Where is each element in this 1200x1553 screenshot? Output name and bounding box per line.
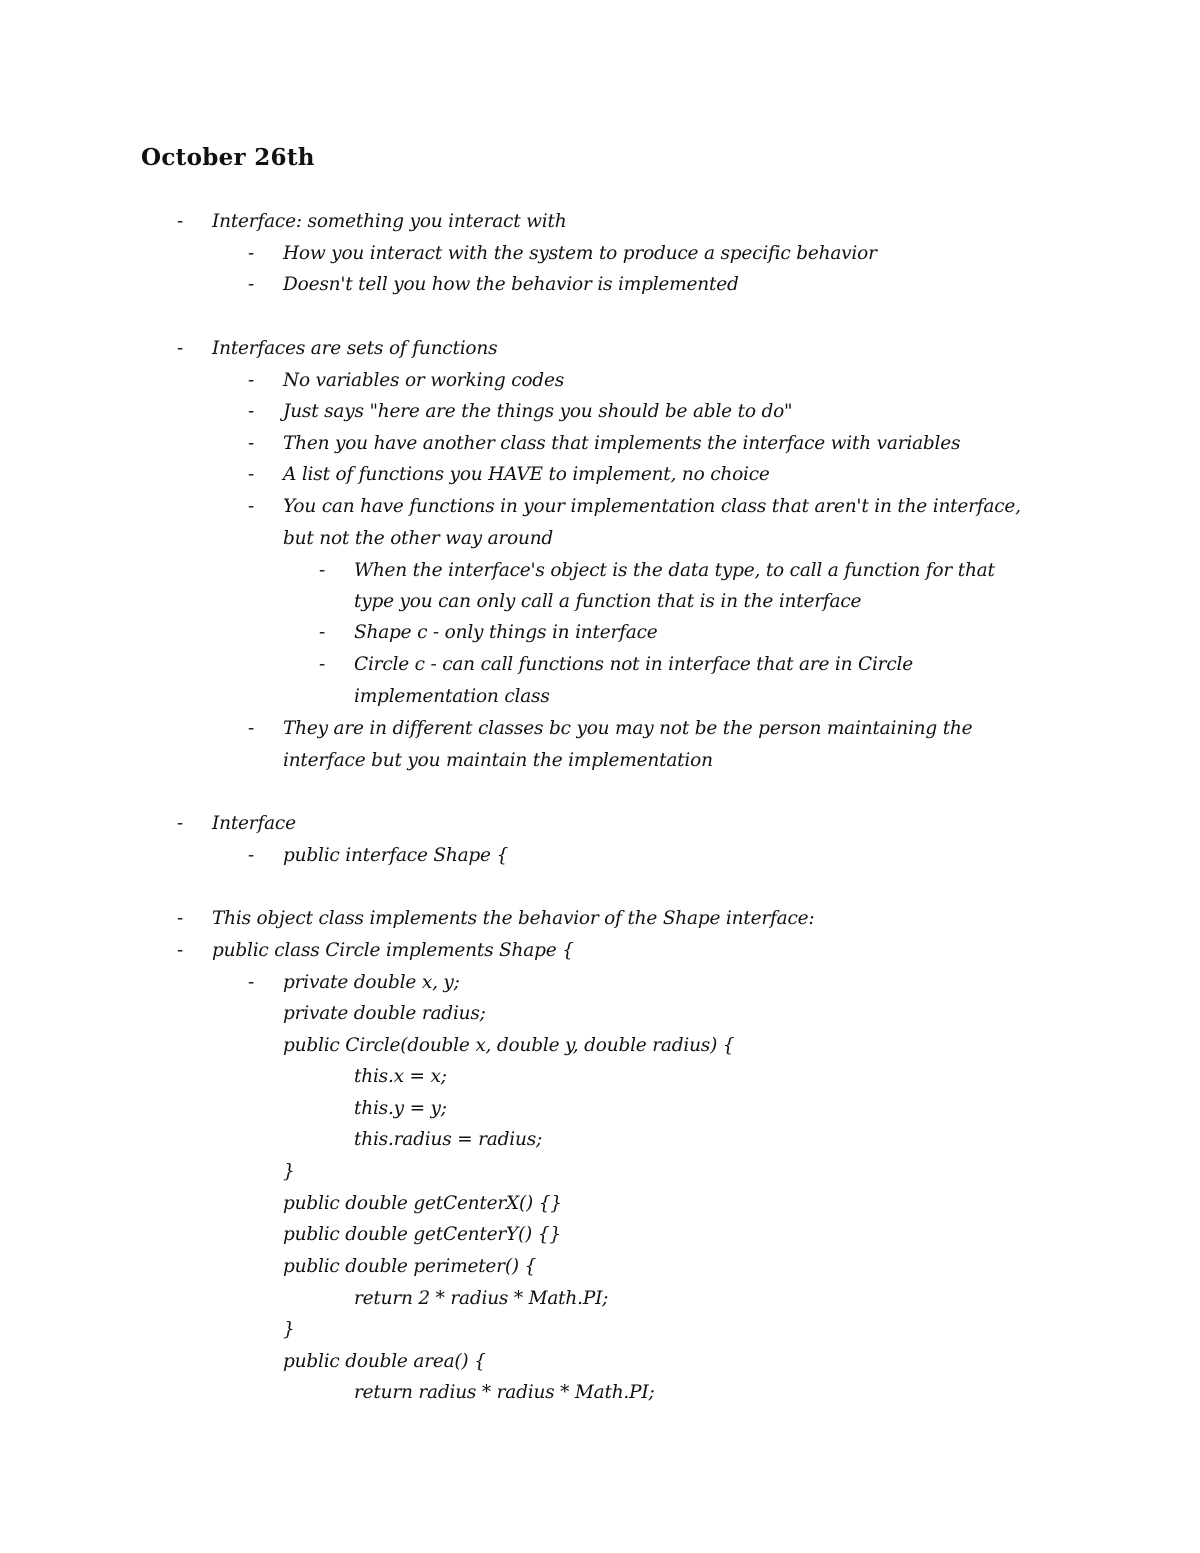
code-line: public double getCenterX() {} bbox=[283, 1193, 562, 1214]
bullet-dash: - bbox=[248, 433, 255, 454]
list-item-continuation: but not the other way around bbox=[283, 528, 554, 549]
bullet-dash: - bbox=[248, 370, 255, 391]
list-item: This object class implements the behavior of the Shape interface: bbox=[212, 908, 815, 929]
list-item: No variables or working codes bbox=[283, 370, 564, 391]
code-line: this.x = x; bbox=[354, 1066, 447, 1087]
code-line: public double perimeter() { bbox=[283, 1256, 537, 1277]
list-item: When the interface's object is the data type, to call a function for that bbox=[354, 560, 995, 581]
bullet-dash: - bbox=[177, 211, 184, 232]
bullet-dash: - bbox=[177, 940, 184, 961]
bullet-dash: - bbox=[248, 464, 255, 485]
bullet-dash: - bbox=[248, 496, 255, 517]
list-item: Just says "here are the things you should be able to do" bbox=[283, 401, 793, 422]
bullet-dash: - bbox=[319, 622, 326, 643]
bullet-dash: - bbox=[319, 654, 326, 675]
bullet-dash: - bbox=[248, 845, 255, 866]
code-line: this.radius = radius; bbox=[354, 1129, 543, 1150]
list-item: Interfaces are sets of functions bbox=[212, 338, 498, 359]
list-item: public class Circle implements Shape { bbox=[212, 940, 574, 961]
code-line: } bbox=[283, 1319, 295, 1340]
bullet-dash: - bbox=[319, 560, 326, 581]
list-item: A list of functions you HAVE to implement, no choice bbox=[283, 464, 770, 485]
code-line: public double area() { bbox=[283, 1351, 486, 1372]
list-item-continuation: type you can only call a function that is in the interface bbox=[354, 591, 862, 612]
bullet-dash: - bbox=[248, 972, 255, 993]
list-item: Interface: something you interact with bbox=[212, 211, 567, 232]
bullet-dash: - bbox=[248, 401, 255, 422]
code-line: return 2 * radius * Math.PI; bbox=[354, 1288, 609, 1309]
bullet-dash: - bbox=[248, 243, 255, 264]
list-item: How you interact with the system to produce a specific behavior bbox=[283, 243, 877, 264]
list-item-continuation: implementation class bbox=[354, 686, 550, 707]
bullet-dash: - bbox=[177, 813, 184, 834]
code-line: this.y = y; bbox=[354, 1098, 447, 1119]
list-item: They are in different classes bc you may not be the person maintaining the bbox=[283, 718, 973, 739]
bullet-dash: - bbox=[248, 274, 255, 295]
list-item: Doesn't tell you how the behavior is implemented bbox=[283, 274, 739, 295]
page-title: October 26th bbox=[141, 144, 315, 171]
list-item: Interface bbox=[212, 813, 296, 834]
list-item: Circle c - can call functions not in interface that are in Circle bbox=[354, 654, 913, 675]
code-line: public Circle(double x, double y, double radius) { bbox=[283, 1035, 735, 1056]
code-line: public double getCenterY() {} bbox=[283, 1224, 561, 1245]
bullet-dash: - bbox=[177, 338, 184, 359]
code-line: private double radius; bbox=[283, 1003, 486, 1024]
code-line: } bbox=[283, 1161, 295, 1182]
bullet-dash: - bbox=[177, 908, 184, 929]
list-item: Shape c - only things in interface bbox=[354, 622, 658, 643]
code-line: private double x, y; bbox=[283, 972, 460, 993]
list-item: You can have functions in your implementation class that aren't in the interface, bbox=[283, 496, 1021, 517]
list-item: public interface Shape { bbox=[283, 845, 509, 866]
code-line: return radius * radius * Math.PI; bbox=[354, 1382, 655, 1403]
bullet-dash: - bbox=[248, 718, 255, 739]
list-item-continuation: interface but you maintain the implementation bbox=[283, 750, 713, 771]
list-item: Then you have another class that implements the interface with variables bbox=[283, 433, 961, 454]
